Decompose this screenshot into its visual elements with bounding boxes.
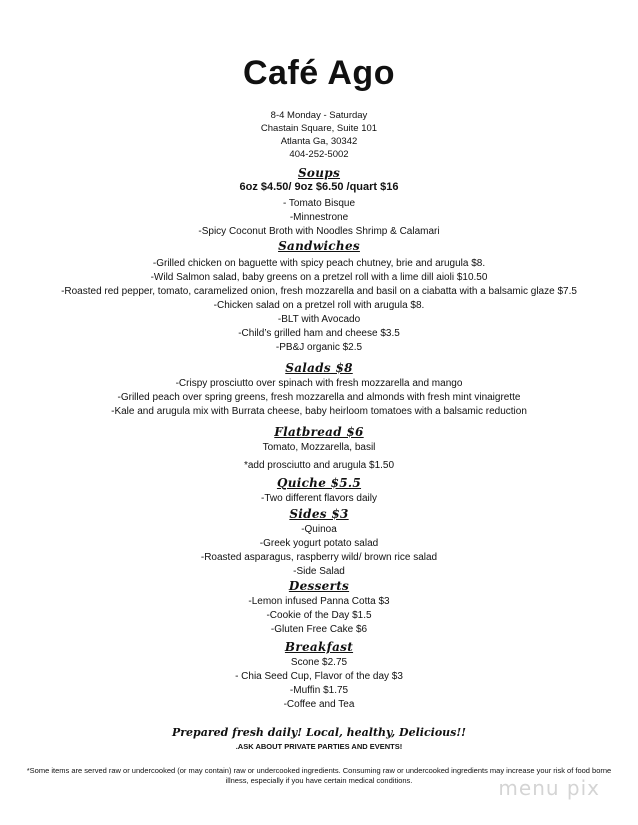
menu-item: -Greek yogurt potato salad bbox=[259, 538, 379, 549]
menu-item: - Tomato Bisque bbox=[282, 198, 356, 209]
quiche-heading: Quiche $5.5 bbox=[276, 476, 362, 490]
menu-item: -Grilled peach over spring greens, fresh mozzarella and almonds with fresh mint vinaigrette bbox=[117, 392, 521, 403]
menu-item: -Spicy Coconut Broth with Noodles Shrimp & Calamari bbox=[198, 226, 440, 237]
menu-item: Scone $2.75 bbox=[290, 657, 348, 668]
flatbread-heading: Flatbread $6 bbox=[274, 425, 364, 439]
menu-item: -Kale and arugula mix with Burrata cheese, baby heirloom tomatoes with a balsamic reduction bbox=[111, 406, 527, 417]
menu-item: -Grilled chicken on baguette with spicy peach chutney, brie and arugula $8. bbox=[152, 258, 486, 269]
menu-item: -Chicken salad on a pretzel roll with arugula $8. bbox=[213, 300, 425, 311]
menu-item: -Crispy prosciutto over spinach with fresh mozzarella and mango bbox=[175, 378, 463, 389]
menupix-watermark: menu pix bbox=[498, 776, 600, 800]
menu-item: -Side Salad bbox=[293, 566, 345, 577]
address-line-2: Atlanta Ga, 30342 bbox=[280, 136, 358, 147]
menu-item: -Child’s grilled ham and cheese $3.5 bbox=[238, 328, 400, 339]
desserts-heading: Desserts bbox=[288, 579, 350, 593]
menu-item: -PB&J organic $2.5 bbox=[275, 342, 363, 353]
menu-item: *add prosciutto and arugula $1.50 bbox=[243, 460, 395, 471]
salads-heading: Salads $8 bbox=[285, 361, 353, 375]
tagline: Prepared fresh daily! Local, healthy, Delicious!! bbox=[171, 726, 467, 739]
address-line-1: Chastain Square, Suite 101 bbox=[260, 123, 378, 134]
menu-item: -Coffee and Tea bbox=[283, 699, 355, 710]
menu-item: -Two different flavors daily bbox=[261, 493, 377, 504]
soups-heading: Soups bbox=[297, 166, 341, 180]
menu-item: -Gluten Free Cake $6 bbox=[270, 624, 368, 635]
sides-heading: Sides $3 bbox=[289, 507, 349, 521]
menu-item: -Roasted red pepper, tomato, caramelized onion, fresh mozzarella and basil on a ciabatta with a balsamic glaze $7.5 bbox=[61, 286, 577, 297]
menu-item: -Lemon infused Panna Cotta $3 bbox=[248, 596, 390, 607]
menu-item: -Wild Salmon salad, baby greens on a pretzel roll with a lime dill aioli $10.50 bbox=[150, 272, 488, 283]
menu-item: Tomato, Mozzarella, basil bbox=[262, 442, 376, 453]
menu-item: -Minnestrone bbox=[289, 212, 349, 223]
menu-item: - Chia Seed Cup, Flavor of the day $3 bbox=[235, 671, 403, 682]
soups-price: 6oz $4.50/ 9oz $6.50 /quart $16 bbox=[239, 181, 399, 193]
sandwiches-heading: Sandwiches bbox=[278, 239, 360, 253]
food-safety-footnote: *Some items are served raw or undercooked (or may contain) raw or undercooked ingredients. Consuming raw or undercooked ingredients may increase your risk of food borne illness, especially if you have certain medical conditions. bbox=[26, 766, 612, 785]
breakfast-heading: Breakfast bbox=[284, 640, 354, 654]
menu-item: -Cookie of the Day $1.5 bbox=[266, 610, 372, 621]
menu-item: -Roasted asparagus, raspberry wild/ brown rice salad bbox=[200, 552, 438, 563]
menu-item: -Quinoa bbox=[301, 524, 337, 535]
restaurant-title: Café Ago bbox=[243, 54, 395, 92]
phone: 404-252-5002 bbox=[289, 149, 349, 160]
menu-item: -BLT with Avocado bbox=[277, 314, 361, 325]
hours: 8-4 Monday - Saturday bbox=[270, 110, 368, 121]
menu-item: -Muffin $1.75 bbox=[289, 685, 349, 696]
private-parties-note: .ASK ABOUT PRIVATE PARTIES AND EVENTS! bbox=[235, 742, 403, 751]
